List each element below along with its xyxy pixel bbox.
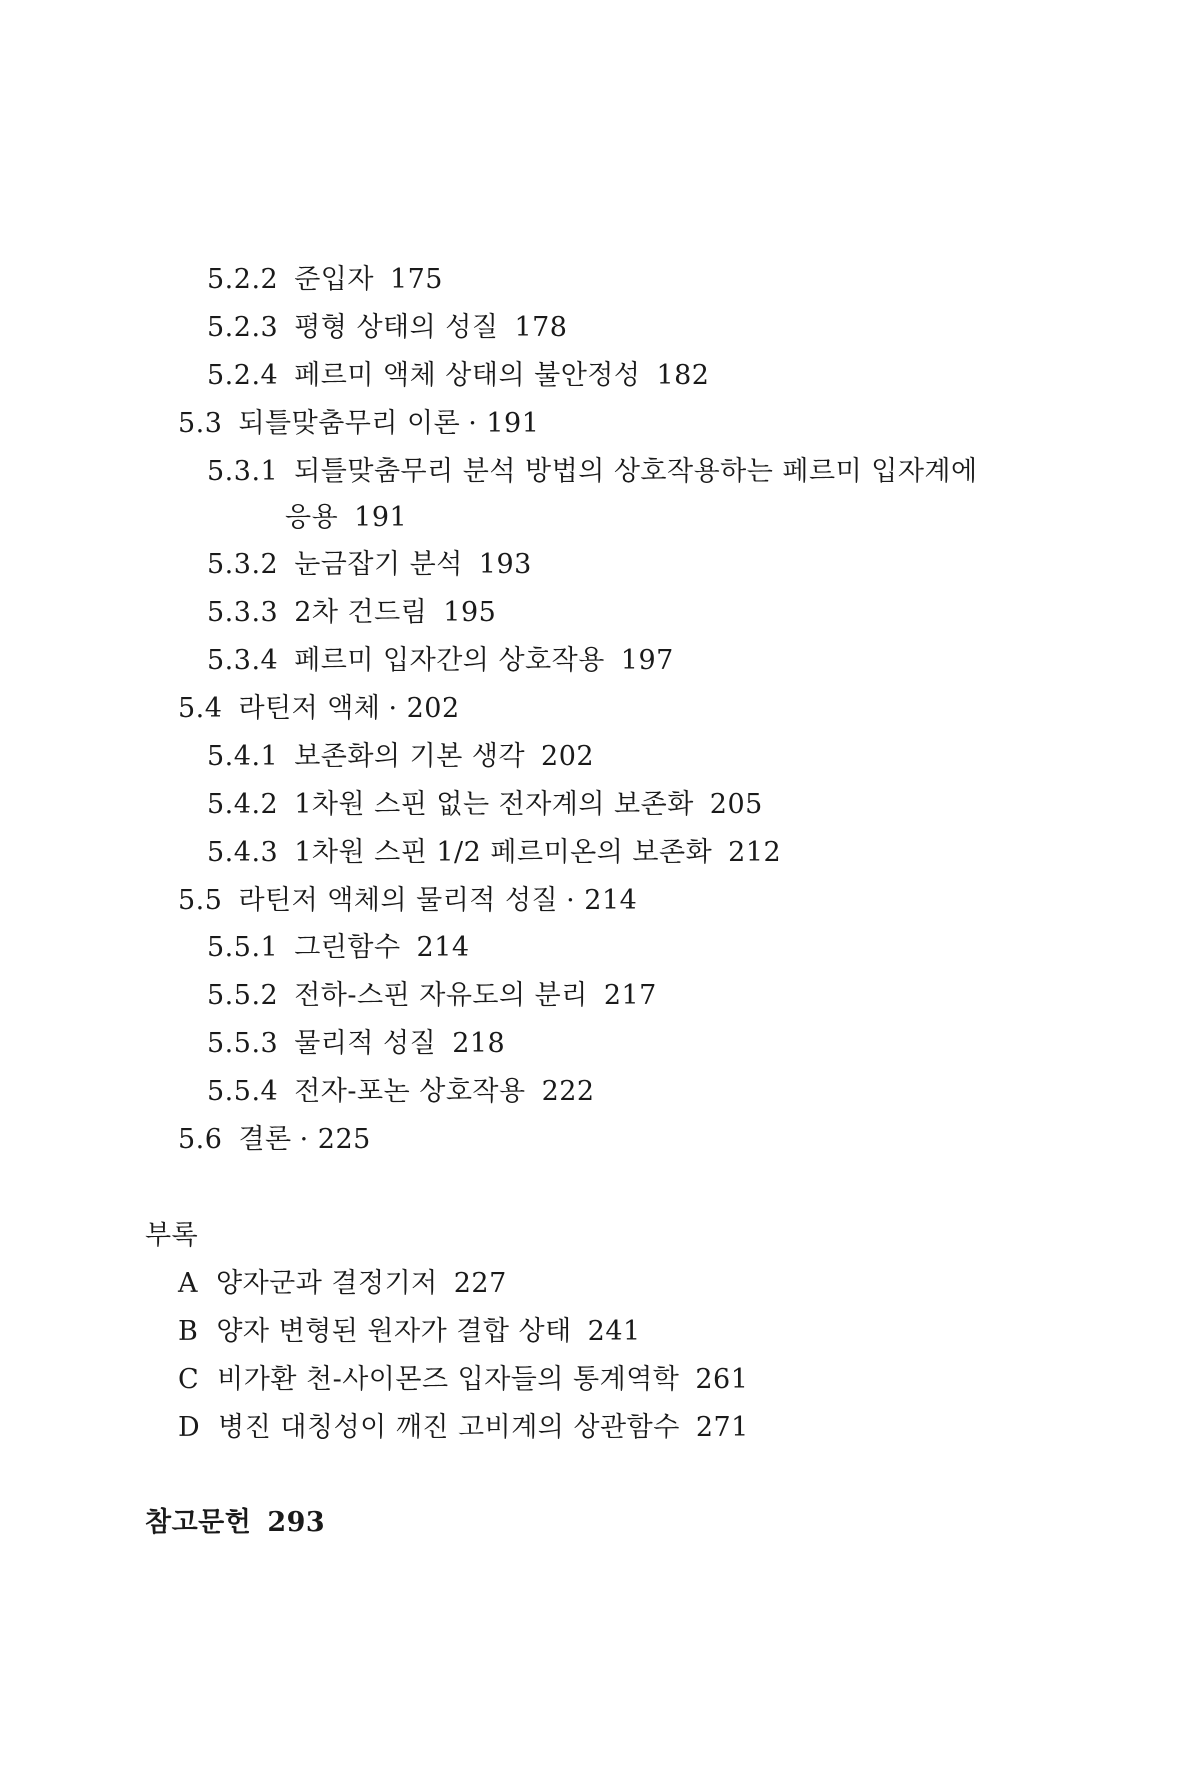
appendix-heading: 부록 bbox=[145, 1220, 199, 1251]
appendix-letter: C bbox=[178, 1364, 200, 1395]
toc-entry-page: · 191 bbox=[468, 408, 540, 439]
toc-entry-page: 202 bbox=[541, 741, 595, 772]
toc-entry-title: 되틀맞춤무리 분석 방법의 상호작용하는 페르미 입자계에 bbox=[294, 456, 978, 487]
appendix-letter: D bbox=[178, 1412, 201, 1443]
toc-entry-page: 217 bbox=[603, 980, 657, 1011]
toc-entry-5-5-3 bbox=[207, 1026, 505, 1062]
toc-entry-number: 5.4 bbox=[178, 693, 223, 724]
toc-entry-title: 1차원 스핀 1/2 페르미온의 보존화 bbox=[294, 837, 713, 868]
appendix-page: 271 bbox=[695, 1412, 749, 1443]
appendix-page: 227 bbox=[453, 1268, 507, 1299]
toc-entry-title: 페르미 액체 상태의 불안정성 bbox=[294, 360, 641, 391]
toc-entry-page: 195 bbox=[443, 597, 497, 628]
toc-entry-title: 되틀맞춤무리 이론 bbox=[238, 408, 461, 439]
toc-entry-number: 5.2.2 bbox=[207, 264, 279, 295]
toc-entry-title: 전하-스핀 자유도의 분리 bbox=[294, 980, 588, 1011]
toc-entry-title: 그린함수 bbox=[294, 932, 401, 963]
appendix-item-d bbox=[178, 1410, 749, 1446]
toc-entry-number: 5.4.2 bbox=[207, 789, 279, 820]
appendix-title: 병진 대칭성이 깨진 고비계의 상관함수 bbox=[218, 1412, 680, 1443]
toc-entry-number: 5.3.1 bbox=[207, 456, 279, 487]
toc-entry-title: 페르미 입자간의 상호작용 bbox=[294, 645, 605, 676]
appendix-title: 비가환 천-사이몬즈 입자들의 통계역학 bbox=[217, 1364, 680, 1395]
toc-entry-page: · 214 bbox=[566, 885, 638, 916]
toc-entry-5-5-4 bbox=[207, 1074, 595, 1110]
toc-entry-5-5-1 bbox=[207, 930, 470, 966]
toc-entry-title: 라틴저 액체의 물리적 성질 bbox=[238, 885, 559, 916]
toc-entry-title: 보존화의 기본 생각 bbox=[294, 741, 526, 772]
toc-entry-number: 5.6 bbox=[178, 1124, 223, 1155]
references-title: 참고문헌 bbox=[145, 1507, 252, 1538]
toc-entry-title: 물리적 성질 bbox=[294, 1028, 437, 1059]
toc-entry-number: 5.5.2 bbox=[207, 980, 279, 1011]
toc-entry-number: 5.5.1 bbox=[207, 932, 279, 963]
toc-entry-number: 5.2.4 bbox=[207, 360, 279, 391]
toc-entry-5-3-1-cont bbox=[285, 500, 407, 536]
toc-section-5-6 bbox=[178, 1122, 371, 1158]
toc-section-5-3 bbox=[178, 406, 539, 442]
toc-entry-5-3-2 bbox=[207, 547, 532, 583]
toc-section-5-5 bbox=[178, 883, 637, 919]
toc-entry-number: 5.5.3 bbox=[207, 1028, 279, 1059]
references-entry bbox=[145, 1505, 325, 1541]
toc-entry-page: 182 bbox=[656, 360, 710, 391]
toc-entry-5-3-4 bbox=[207, 643, 674, 679]
toc-entry-page: 175 bbox=[389, 264, 443, 295]
toc-section-5-4 bbox=[178, 691, 460, 727]
toc-entry-page: 197 bbox=[620, 645, 674, 676]
toc-entry-5-2-4 bbox=[207, 358, 709, 394]
toc-entry-5-2-3 bbox=[207, 310, 568, 346]
toc-entry-5-5-2 bbox=[207, 978, 657, 1014]
toc-entry-title: 눈금잡기 분석 bbox=[294, 549, 463, 580]
toc-entry-page: 193 bbox=[478, 549, 532, 580]
appendix-letter: B bbox=[178, 1316, 199, 1347]
appendix-item-b bbox=[178, 1314, 641, 1350]
toc-entry-5-4-2 bbox=[207, 787, 763, 823]
toc-entry-page: 222 bbox=[541, 1076, 595, 1107]
toc-entry-page: 218 bbox=[452, 1028, 506, 1059]
toc-entry-title: 평형 상태의 성질 bbox=[294, 312, 499, 343]
toc-entry-title: 응용 bbox=[285, 502, 339, 533]
toc-entry-number: 5.5.4 bbox=[207, 1076, 279, 1107]
toc-entry-number: 5.3.2 bbox=[207, 549, 279, 580]
toc-entry-5-4-3 bbox=[207, 835, 781, 871]
toc-entry-title: 결론 bbox=[238, 1124, 292, 1155]
toc-entry-title: 1차원 스핀 없는 전자계의 보존화 bbox=[294, 789, 694, 820]
toc-entry-page: · 202 bbox=[388, 693, 460, 724]
toc-entry-title: 2차 건드림 bbox=[294, 597, 428, 628]
appendix-letter: A bbox=[178, 1268, 198, 1299]
appendix-page: 261 bbox=[695, 1364, 749, 1395]
references-page: 293 bbox=[267, 1507, 326, 1538]
toc-entry-number: 5.3.4 bbox=[207, 645, 279, 676]
toc-entry-page: 191 bbox=[354, 502, 408, 533]
toc-entry-title: 준입자 bbox=[294, 264, 374, 295]
toc-entry-5-3-1 bbox=[207, 454, 978, 490]
toc-entry-5-3-3 bbox=[207, 595, 496, 631]
appendix-item-c bbox=[178, 1362, 748, 1398]
toc-entry-number: 5.3.3 bbox=[207, 597, 279, 628]
toc-entry-title: 라틴저 액체 bbox=[238, 693, 381, 724]
appendix-title: 양자 변형된 원자가 결합 상태 bbox=[216, 1316, 572, 1347]
toc-entry-number: 5.3 bbox=[178, 408, 223, 439]
toc-entry-number: 5.4.3 bbox=[207, 837, 279, 868]
toc-entry-page: 205 bbox=[709, 789, 763, 820]
toc-entry-page: 214 bbox=[416, 932, 470, 963]
toc-entry-5-4-1 bbox=[207, 739, 594, 775]
toc-entry-page: · 225 bbox=[299, 1124, 371, 1155]
toc-entry-5-2-2 bbox=[207, 262, 443, 298]
appendix-item-a bbox=[178, 1266, 507, 1302]
toc-entry-page: 212 bbox=[728, 837, 782, 868]
toc-entry-number: 5.4.1 bbox=[207, 741, 279, 772]
toc-entry-title: 전자-포논 상호작용 bbox=[294, 1076, 526, 1107]
toc-entry-page: 178 bbox=[514, 312, 568, 343]
toc-entry-number: 5.5 bbox=[178, 885, 223, 916]
toc-entry-number: 5.2.3 bbox=[207, 312, 279, 343]
appendix-page: 241 bbox=[587, 1316, 641, 1347]
appendix-title: 양자군과 결정기저 bbox=[216, 1268, 438, 1299]
